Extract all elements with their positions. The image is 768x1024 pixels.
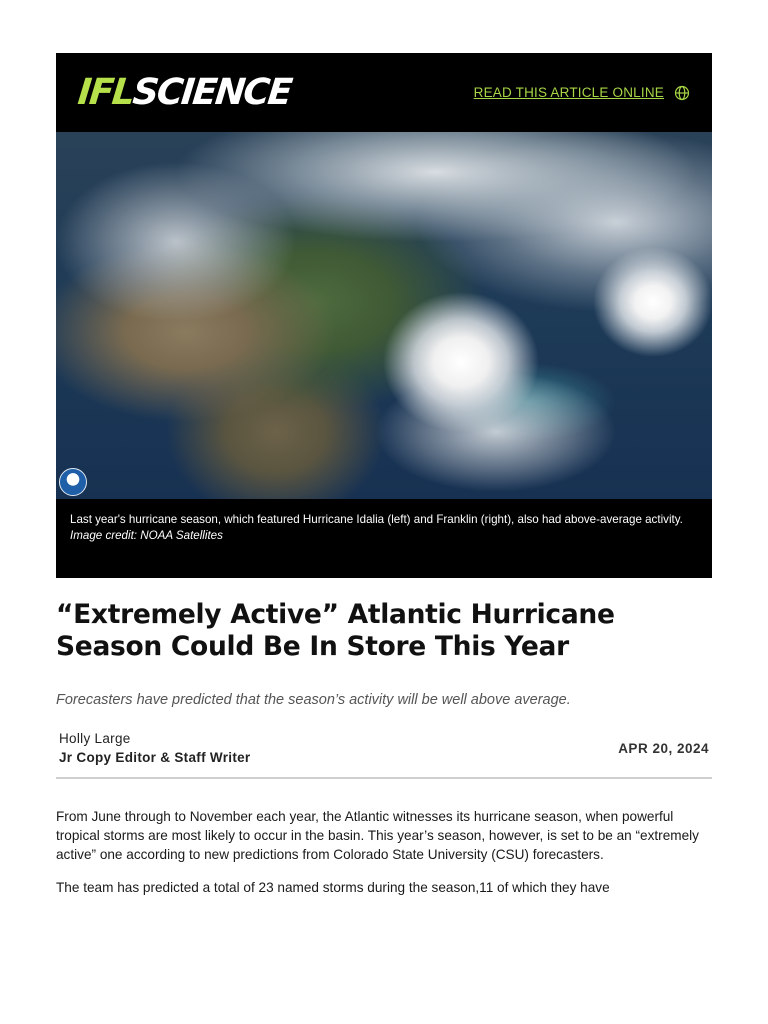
read-online-label: READ THIS ARTICLE ONLINE [473,85,664,100]
article-subtitle: Forecasters have predicted that the season’s activity will be well above average. [56,692,571,708]
author-role: Jr Copy Editor & Staff Writer [59,750,251,765]
body-paragraph: From June through to November each year, the Atlantic witnesses its hurricane season, when powerful tropical storms are most likely to occur in the basin. This year’s season, however, is set to be an “extremely active” one according to new predictions from Colorado State University (CSU) forecasters. [56,809,699,862]
hero-satellite-image [56,132,712,499]
read-online-link[interactable] [474,85,690,101]
caption-credit: Image credit: NOAA Satellites [70,529,223,542]
author-name: Holly Large [59,731,131,746]
publish-date: APR 20, 2024 [618,740,709,756]
image-caption [56,499,712,578]
article-body [56,807,712,897]
article-title: “Extremely Active” Atlantic Hurricane Season Could Be In Store This Year [56,599,615,662]
caption-text: Last year's hurricane season, which featured Hurricane Idalia (left) and Franklin (right), also had above-average activity. [70,513,683,526]
globe-icon [674,85,690,101]
site-header [56,53,712,132]
logo-science-text: SCIENCE [130,71,293,113]
author-block [59,729,250,767]
article-page [56,53,712,897]
iflscience-logo[interactable] [75,71,293,113]
body-paragraph: The team has predicted a total of 23 named storms during the season,11 of which they have [56,880,610,895]
noaa-logo-icon [59,468,87,496]
logo-ifl-text: IFL [75,71,136,113]
byline [56,729,712,779]
